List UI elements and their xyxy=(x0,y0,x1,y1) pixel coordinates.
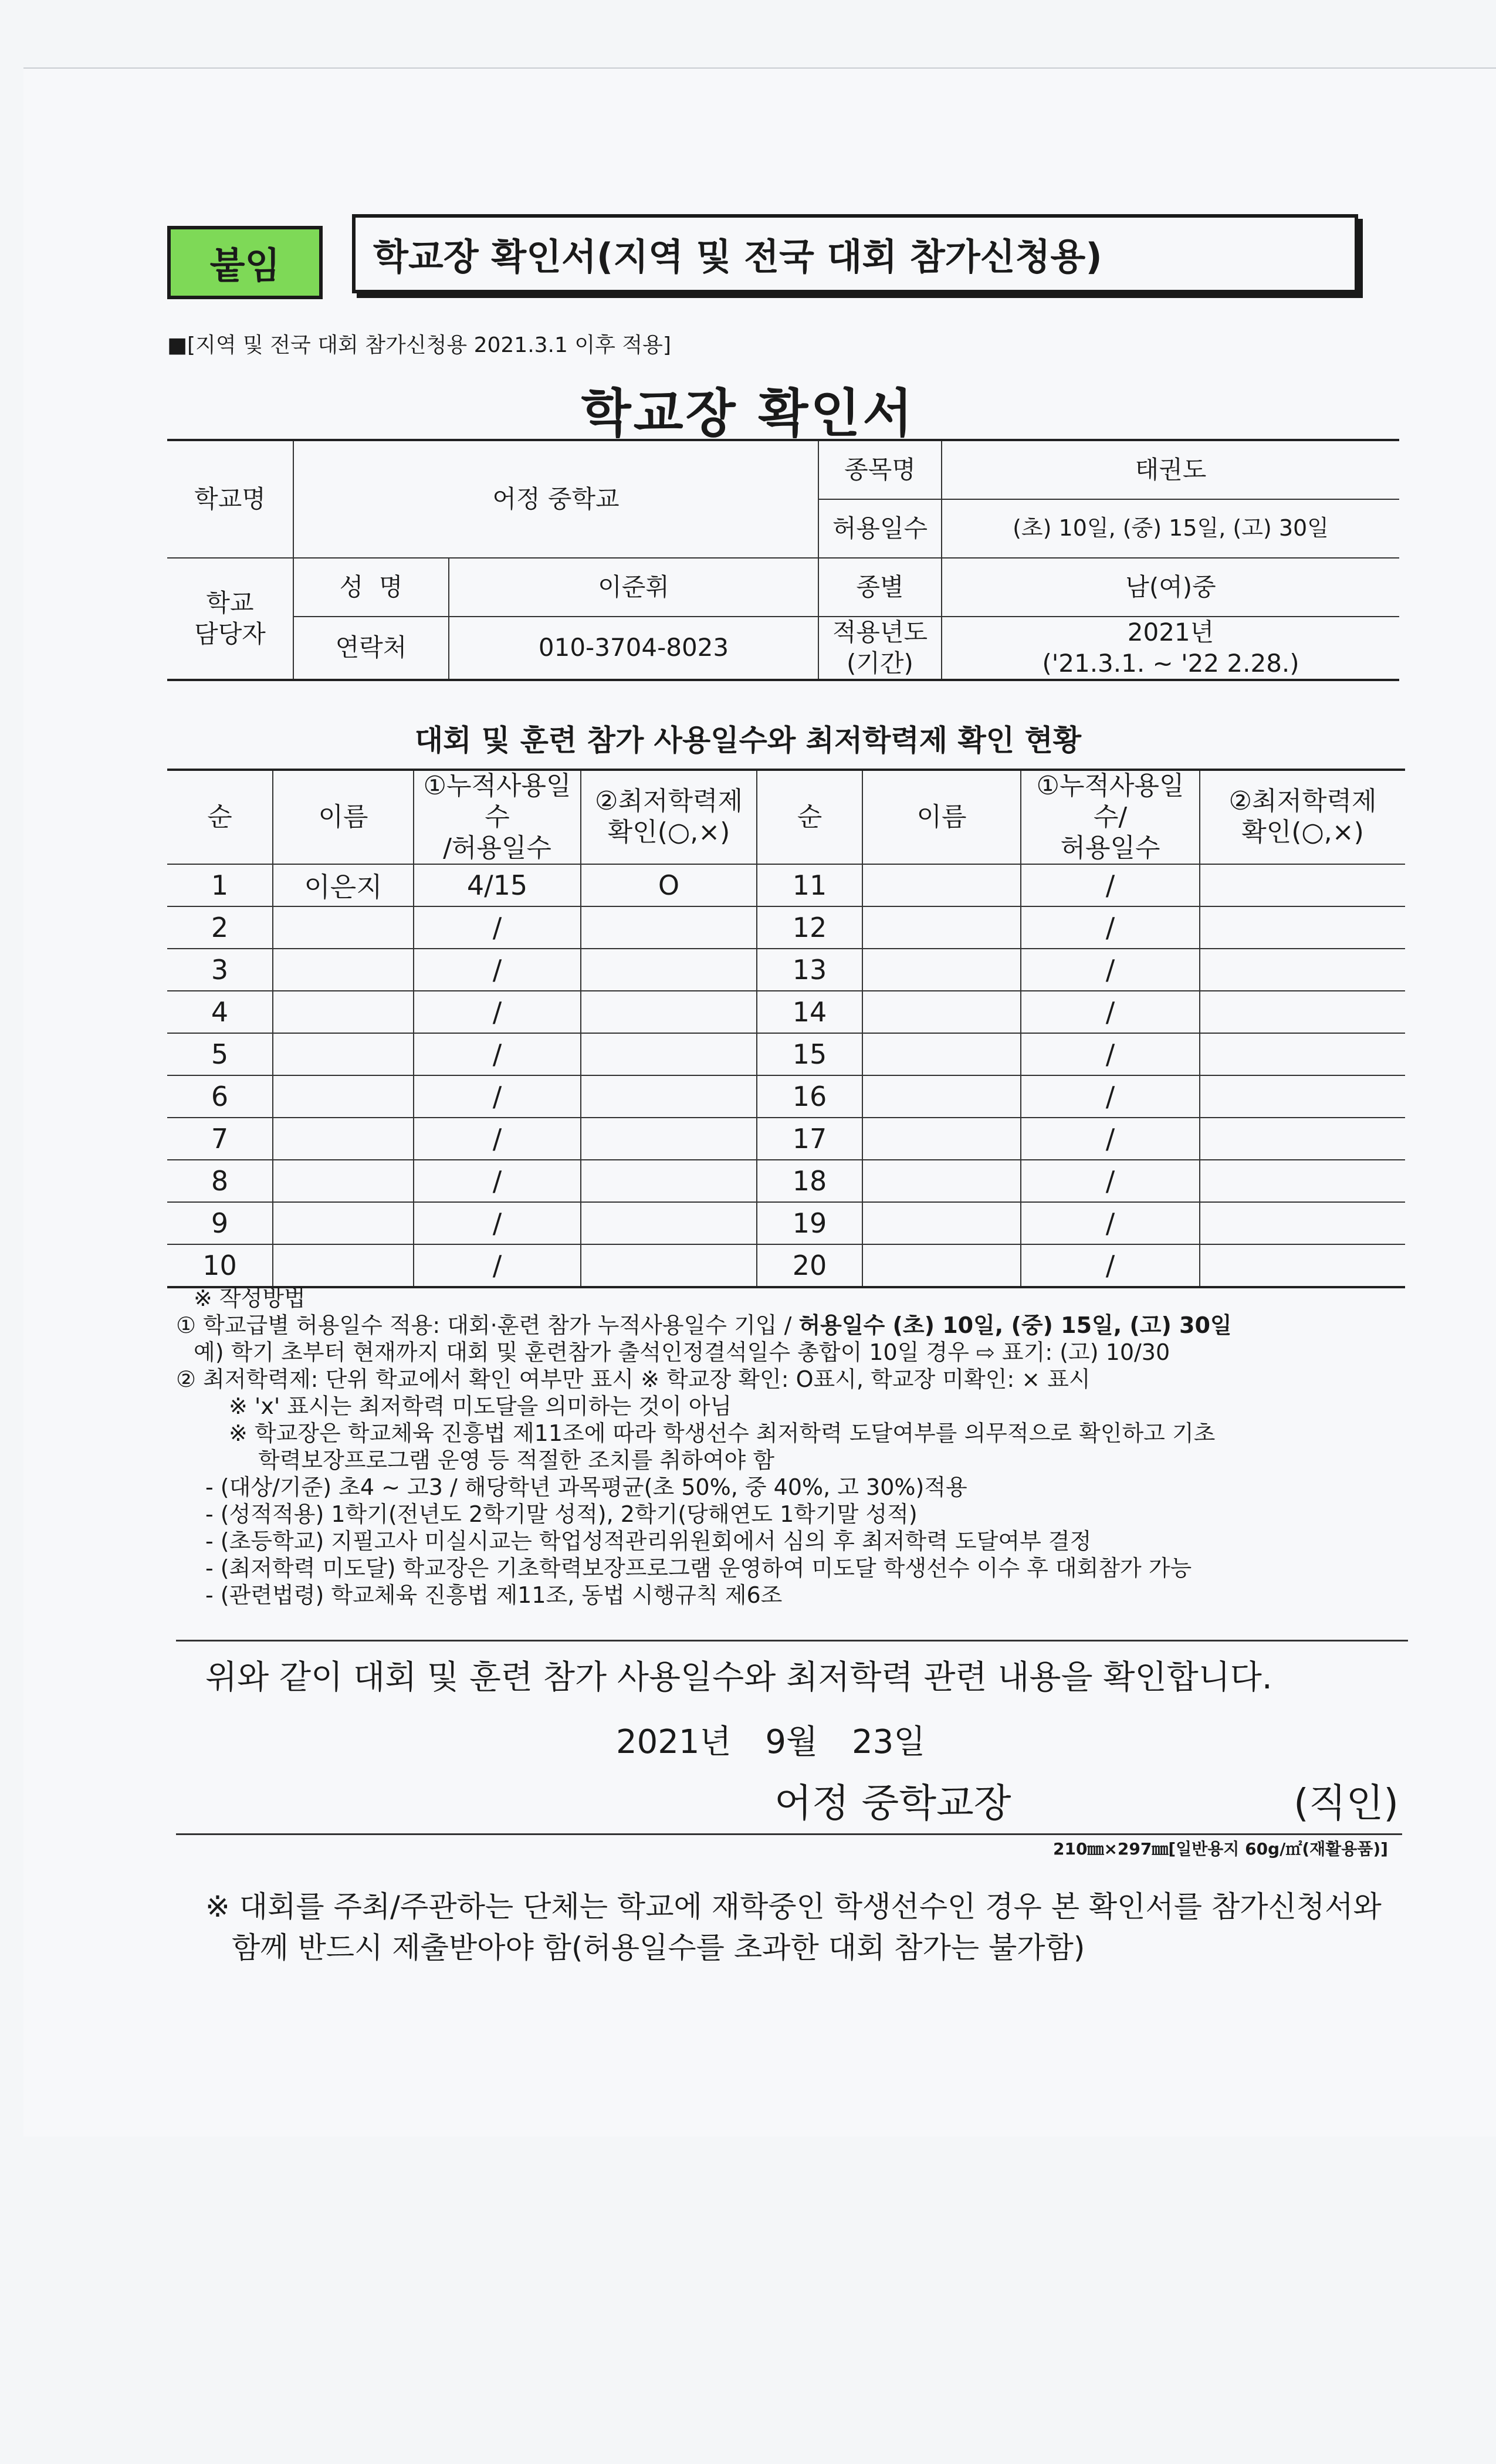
cell-name2 xyxy=(862,991,1021,1033)
cell-name2 xyxy=(862,1033,1021,1075)
cell-name xyxy=(273,906,414,949)
cell-academic xyxy=(581,906,757,949)
note-2: ② 최저학력제: 단위 학교에서 확인 여부만 표시 ※ 학교장 확인: O표시, 학교장 미확인: × 표시 xyxy=(176,1366,1091,1392)
cell-days: / xyxy=(414,991,581,1033)
cell-name xyxy=(273,991,414,1033)
cell-name2 xyxy=(862,949,1021,991)
table-row xyxy=(167,1033,1405,1075)
instructions xyxy=(176,1285,1420,1609)
cell-days: / xyxy=(414,1202,581,1244)
cell-days2: / xyxy=(1021,906,1200,949)
allowed-days-value: (초) 10일, (중) 15일, (고) 30일 xyxy=(942,499,1399,558)
year-value: 2021년 ('21.3.1. ~ '22 2.28.) xyxy=(942,617,1399,680)
manager-label: 학교 담당자 xyxy=(167,558,293,680)
cell-name xyxy=(273,1075,414,1118)
table-row xyxy=(167,906,1405,949)
cell-no: 2 xyxy=(167,906,273,949)
cell-academic2 xyxy=(1200,949,1405,991)
cell-no2: 15 xyxy=(757,1033,862,1075)
cell-academic2 xyxy=(1200,864,1405,906)
header-academic: ②최저학력제 확인(○,×) xyxy=(581,770,757,864)
category-label: 종별 xyxy=(818,558,942,617)
detail-2: - (성적적용) 1학기(전년도 2학기말 성적), 2학기(당해연도 1학기말 성적) xyxy=(205,1501,918,1527)
footer-note xyxy=(205,1886,1382,1968)
cell-no: 1 xyxy=(167,864,273,906)
header-no: 순 xyxy=(167,770,273,864)
divider xyxy=(176,1640,1408,1641)
table-row xyxy=(167,949,1405,991)
cell-no: 10 xyxy=(167,1244,273,1287)
cell-no: 3 xyxy=(167,949,273,991)
attachment-tag: 붙임 xyxy=(167,226,323,299)
header-days-2: ①누적사용일수/ 허용일수 xyxy=(1021,770,1200,864)
detail-1: - (대상/기준) 초4 ~ 고3 / 해당학년 과목평균(초 50%, 중 40%, 고 30%)적용 xyxy=(205,1474,967,1500)
cell-academic xyxy=(581,1118,757,1160)
cell-academic xyxy=(581,1202,757,1244)
divider xyxy=(176,1833,1402,1835)
cell-days2: / xyxy=(1021,991,1200,1033)
header-academic-2: ②최저학력제 확인(○,×) xyxy=(1200,770,1405,864)
cell-no2: 17 xyxy=(757,1118,862,1160)
cell-name2 xyxy=(862,864,1021,906)
cell-no2: 11 xyxy=(757,864,862,906)
cell-no2: 16 xyxy=(757,1075,862,1118)
cell-days2: / xyxy=(1021,1118,1200,1160)
cell-no: 6 xyxy=(167,1075,273,1118)
footer-line-1: ※ 대회를 주최/주관하는 단체는 학교에 재학중인 학생선수인 경우 본 확인서를 참가신청서와 xyxy=(205,1890,1382,1924)
name-value: 이준휘 xyxy=(449,558,818,617)
cell-name2 xyxy=(862,1075,1021,1118)
official-seal: (직인) xyxy=(1294,1781,1399,1826)
cell-days2: / xyxy=(1021,864,1200,906)
cell-academic: O xyxy=(581,864,757,906)
detail-5: - (관련법령) 학교체육 진흥법 제11조, 동법 시행규칙 제6조 xyxy=(205,1582,783,1608)
cell-days2: / xyxy=(1021,949,1200,991)
applicable-note: ■[지역 및 전국 대회 참가신청용 2021.3.1 이후 적용] xyxy=(167,333,671,357)
cell-no: 9 xyxy=(167,1202,273,1244)
school-info-table xyxy=(167,439,1399,681)
header-no-2: 순 xyxy=(757,770,862,864)
cell-days: / xyxy=(414,1244,581,1287)
note-1-example: 예) 학기 초부터 현재까지 대회 및 훈련참가 출석인정결석일수 총합이 10일 경우 ⇨ 표기: (고) 10/30 xyxy=(194,1339,1170,1365)
paper-spec: 210㎜×297㎜[일반용지 60g/㎡(재활용품)] xyxy=(1053,1839,1388,1859)
section-title: 대회 및 훈련 참가 사용일수와 최저학력제 확인 현황 xyxy=(414,723,1082,757)
cell-name2 xyxy=(862,1244,1021,1287)
cell-name: 이은지 xyxy=(273,864,414,906)
note-1 xyxy=(176,1312,1420,1339)
cell-name xyxy=(273,1244,414,1287)
cell-no2: 13 xyxy=(757,949,862,991)
cell-academic xyxy=(581,1160,757,1202)
header-name: 이름 xyxy=(273,770,414,864)
allowed-days-label: 허용일수 xyxy=(818,499,942,558)
category-value: 남(여)중 xyxy=(942,558,1399,617)
cell-days2: / xyxy=(1021,1075,1200,1118)
cell-academic xyxy=(581,991,757,1033)
school-name-value: 어정 중학교 xyxy=(293,440,818,558)
cell-name xyxy=(273,949,414,991)
note-4: ※ 학교장은 학교체육 진흥법 제11조에 따라 학생선수 최저학력 도달여부를 의무적으로 확인하고 기초 xyxy=(229,1420,1216,1446)
cell-name2 xyxy=(862,1118,1021,1160)
cell-no: 4 xyxy=(167,991,273,1033)
cell-name xyxy=(273,1033,414,1075)
footer-line-2: 함께 반드시 제출받아야 함(허용일수를 초과한 대회 참가는 불가함) xyxy=(232,1931,1085,1965)
cell-no2: 12 xyxy=(757,906,862,949)
cell-no2: 18 xyxy=(757,1160,862,1202)
cell-academic2 xyxy=(1200,1244,1405,1287)
note-1-text: ① 학교급별 허용일수 적용: 대회·훈련 참가 누적사용일수 기입 / xyxy=(176,1312,799,1338)
note-1-bold: 허용일수 (초) 10일, (중) 15일, (고) 30일 xyxy=(798,1312,1232,1338)
detail-4: - (최저학력 미도달) 학교장은 기초학력보장프로그램 운영하여 미도달 학생선수 이수 후 대회참가 가능 xyxy=(205,1555,1192,1581)
cell-academic xyxy=(581,949,757,991)
note-3: ※ 'x' 표시는 최저학력 미도달을 의미하는 것이 아님 xyxy=(229,1393,732,1419)
cell-no2: 19 xyxy=(757,1202,862,1244)
cell-academic2 xyxy=(1200,1118,1405,1160)
cell-days: / xyxy=(414,1033,581,1075)
cell-academic2 xyxy=(1200,991,1405,1033)
cell-name2 xyxy=(862,1202,1021,1244)
cell-days: / xyxy=(414,1160,581,1202)
cell-no2: 20 xyxy=(757,1244,862,1287)
cell-no: 8 xyxy=(167,1160,273,1202)
table-row xyxy=(167,991,1405,1033)
cell-name xyxy=(273,1202,414,1244)
principal-name: 어정 중학교장 xyxy=(774,1781,1011,1826)
participants-table xyxy=(167,769,1405,1288)
cell-academic2 xyxy=(1200,1160,1405,1202)
cell-academic xyxy=(581,1244,757,1287)
sport-value: 태권도 xyxy=(942,440,1399,499)
cell-days2: / xyxy=(1021,1033,1200,1075)
cell-days: / xyxy=(414,949,581,991)
header-name-2: 이름 xyxy=(862,770,1021,864)
contact-label: 연락처 xyxy=(293,617,449,680)
cell-days2: / xyxy=(1021,1244,1200,1287)
table-row xyxy=(167,864,1405,906)
box-title: 학교장 확인서(지역 및 전국 대회 참가신청용) xyxy=(352,214,1358,293)
table-row xyxy=(167,1118,1405,1160)
document-title: 학교장 확인서 xyxy=(581,383,915,444)
confirmation-text: 위와 같이 대회 및 훈련 참가 사용일수와 최저학력 관련 내용을 확인합니다. xyxy=(205,1659,1272,1697)
table-row xyxy=(167,1202,1405,1244)
name-label: 성 명 xyxy=(293,558,449,617)
detail-3: - (초등학교) 지필고사 미실시교는 학업성적관리위원회에서 심의 후 최저학력 도달여부 결정 xyxy=(205,1528,1092,1554)
cell-days: 4/15 xyxy=(414,864,581,906)
note-4-cont: 학력보장프로그램 운영 등 적절한 조치를 취하여야 함 xyxy=(258,1447,775,1473)
cell-name2 xyxy=(862,1160,1021,1202)
table-row xyxy=(167,1160,1405,1202)
contact-value: 010-3704-8023 xyxy=(449,617,818,680)
cell-days2: / xyxy=(1021,1160,1200,1202)
cell-academic2 xyxy=(1200,1075,1405,1118)
cell-no2: 14 xyxy=(757,991,862,1033)
cell-academic2 xyxy=(1200,1202,1405,1244)
header-days: ①누적사용일수 /허용일수 xyxy=(414,770,581,864)
school-name-label: 학교명 xyxy=(167,440,293,558)
cell-name xyxy=(273,1160,414,1202)
cell-academic xyxy=(581,1033,757,1075)
cell-days2: / xyxy=(1021,1202,1200,1244)
cell-days: / xyxy=(414,1118,581,1160)
cell-academic2 xyxy=(1200,906,1405,949)
cell-academic2 xyxy=(1200,1033,1405,1075)
cell-days: / xyxy=(414,906,581,949)
issue-date: 2021년 9월 23일 xyxy=(616,1723,926,1761)
sport-label: 종목명 xyxy=(818,440,942,499)
table-row xyxy=(167,1075,1405,1118)
cell-name2 xyxy=(862,906,1021,949)
cell-days: / xyxy=(414,1075,581,1118)
cell-no: 5 xyxy=(167,1033,273,1075)
table-row xyxy=(167,1244,1405,1287)
cell-academic xyxy=(581,1075,757,1118)
notes-heading: ※ 작성방법 xyxy=(194,1285,306,1311)
year-label: 적용년도 (기간) xyxy=(818,617,942,680)
cell-name xyxy=(273,1118,414,1160)
cell-no: 7 xyxy=(167,1118,273,1160)
